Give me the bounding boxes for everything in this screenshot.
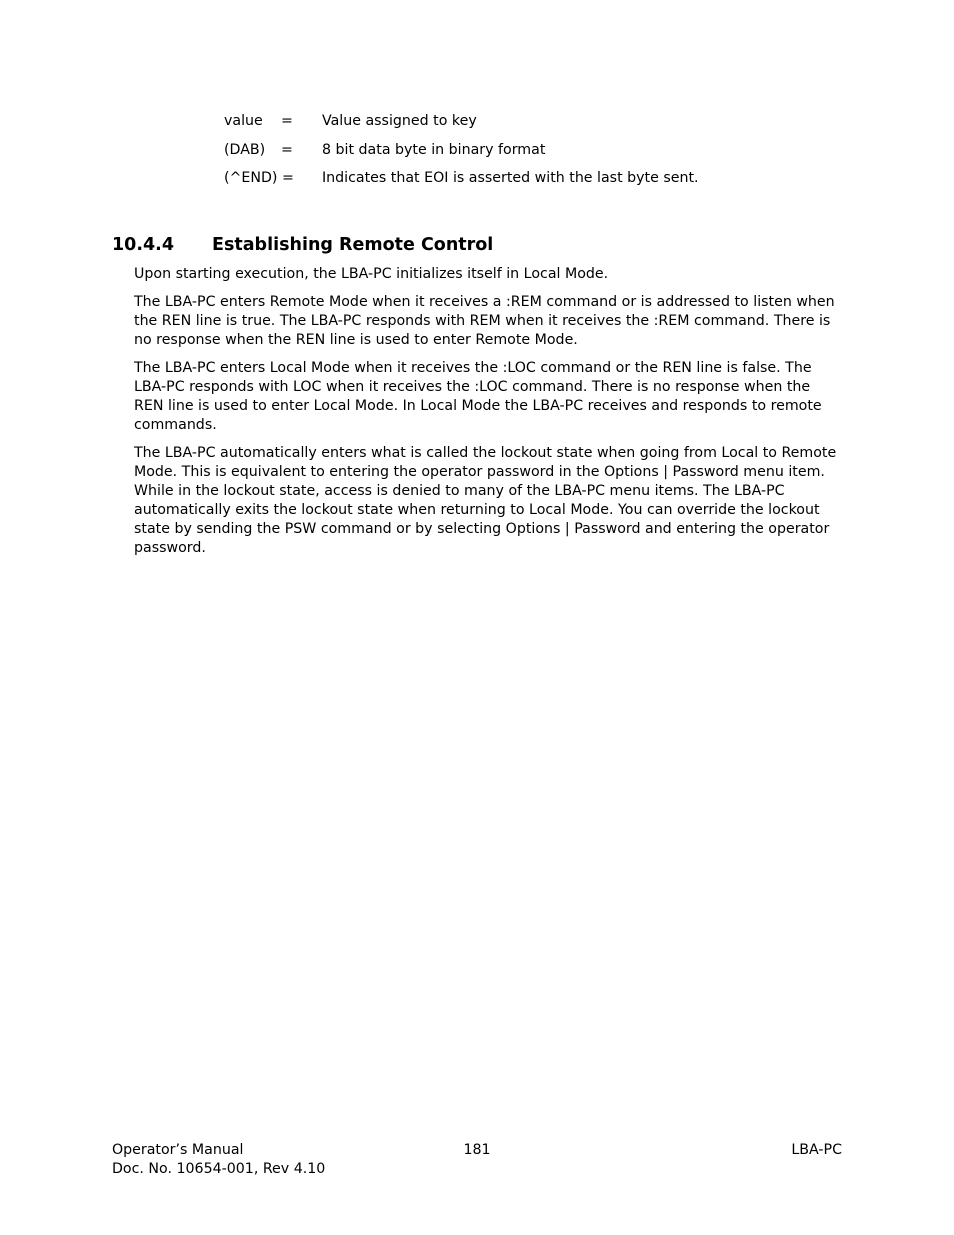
definition-key: (^END) = (224, 170, 294, 186)
footer-product-name: LBA-PC (791, 1142, 842, 1158)
section-number: 10.4.4 (112, 235, 175, 255)
definition-key: (DAB) (224, 141, 266, 158)
definition-description: Indicates that EOI is asserted with the last byte sent. (322, 170, 699, 186)
paragraph: The LBA-PC automatically enters what is called the lockout state when going from Local to Remote Mode. This is equivalent to entering the operator password in the Options | Password menu item. While in the lockout state, access is denied to many of the LBA-PC menu items. The LBA-PC automatically exits the lockout state when returning to Local Mode. You can override the lockout state by sending the PSW command or by selecting Options | Password and entering the operator password. (134, 445, 837, 556)
section-body (134, 265, 844, 567)
section-title: Establishing Remote Control (212, 235, 494, 255)
paragraph: Upon starting execution, the LBA-PC initializes itself in Local Mode. (134, 266, 609, 282)
definition-description: Value assigned to key (322, 113, 477, 129)
definition-equals: = (281, 141, 293, 158)
section-heading (112, 233, 493, 257)
definition-equals: = (281, 113, 293, 129)
page-footer (112, 1141, 844, 1181)
footer-manual-title: Operator’s Manual (112, 1142, 244, 1158)
page-number: 181 (463, 1142, 491, 1158)
footer-doc-number: Doc. No. 10654-001, Rev 4.10 (112, 1161, 326, 1177)
paragraph: The LBA-PC enters Local Mode when it receives the :LOC command or the REN line is false. The LBA-PC responds with LOC when it receives the :LOC command. There is no response when the REN line is used to enter Local Mode. In Local Mode the LBA-PC receives and responds to remote commands. (134, 360, 822, 433)
definition-key: value (224, 113, 263, 129)
paragraph: The LBA-PC enters Remote Mode when it receives a :REM command or is addressed to listen when the REN line is true. The LBA-PC responds with REM when it receives the :REM command. There is no response when the REN line is used to enter Remote Mode. (134, 294, 835, 348)
definition-description: 8 bit data byte in binary format (322, 141, 546, 158)
